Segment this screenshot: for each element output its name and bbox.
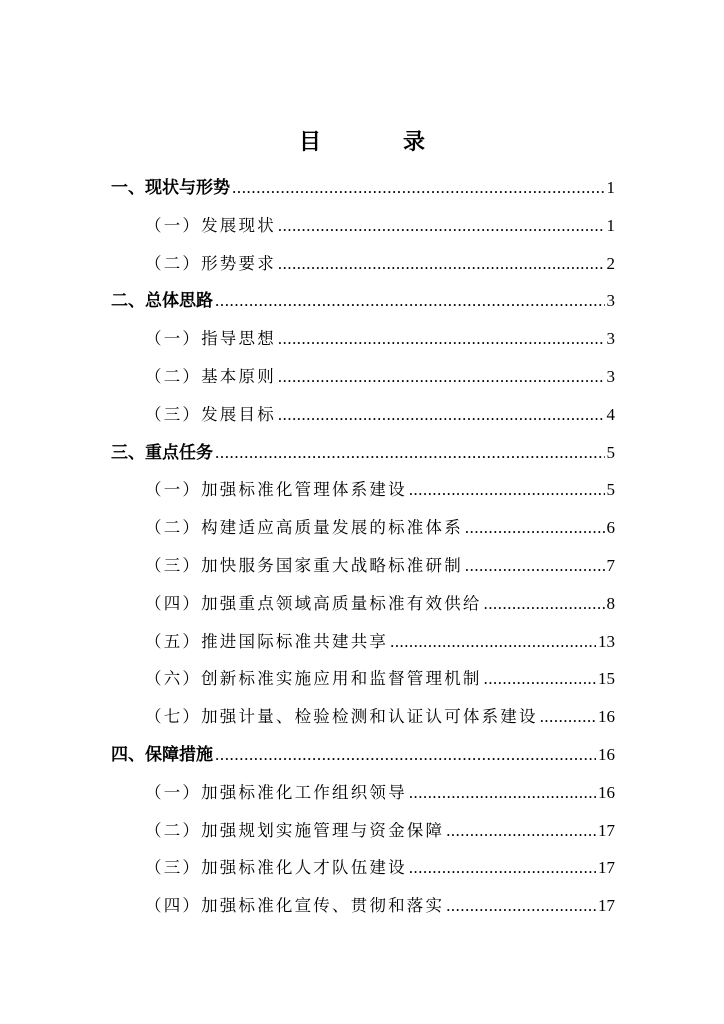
toc-entry-label: （七）加强计量、检验检测和认证认可体系建设 <box>145 707 538 727</box>
toc-page-number: 4 <box>606 404 615 424</box>
toc-subsection-entry[interactable] <box>145 475 615 505</box>
toc-page-number: 5 <box>606 442 615 462</box>
toc-dot-leader <box>446 891 596 921</box>
toc-entry-label: （二）构建适应高质量发展的标准体系 <box>145 518 463 538</box>
toc-entry-label: （二）形势要求 <box>145 253 276 273</box>
toc-entry-label: （一）发展现状 <box>145 215 276 235</box>
toc-dot-leader <box>446 816 596 846</box>
toc-dot-leader <box>390 627 596 657</box>
toc-subsection-entry[interactable] <box>145 513 615 543</box>
toc-subsection-entry[interactable] <box>145 664 615 694</box>
toc-dot-leader <box>232 173 605 203</box>
toc-page-number: 6 <box>606 518 615 538</box>
toc-subsection-entry[interactable] <box>145 211 615 241</box>
toc-page-number: 17 <box>598 896 615 916</box>
toc-dot-leader <box>465 513 605 543</box>
toc-dot-leader <box>215 438 605 468</box>
toc-section-entry[interactable] <box>111 740 615 770</box>
toc-entry-label: （一）加强标准化管理体系建设 <box>145 480 407 500</box>
toc-dot-leader <box>278 362 605 392</box>
toc-page-number: 2 <box>606 253 615 273</box>
toc-page-number: 17 <box>598 820 615 840</box>
toc-subsection-entry[interactable] <box>145 249 615 279</box>
toc-page-number: 16 <box>598 707 615 727</box>
toc-dot-leader <box>278 211 605 241</box>
toc-subsection-entry[interactable] <box>145 362 615 392</box>
toc-page-number: 3 <box>606 291 615 311</box>
toc-page-number: 1 <box>606 178 615 197</box>
toc-entry-label: （一）加强标准化工作组织领导 <box>145 782 407 802</box>
toc-page-number: 5 <box>606 480 615 500</box>
toc-dot-leader <box>278 400 605 430</box>
toc-dot-leader <box>409 778 596 808</box>
toc-entry-label: （三）发展目标 <box>145 404 276 424</box>
toc-entry-label: 四、保障措施 <box>111 745 213 765</box>
toc-subsection-entry[interactable] <box>145 627 615 657</box>
toc-subsection-entry[interactable] <box>145 400 615 430</box>
toc-subsection-entry[interactable] <box>145 551 615 581</box>
toc-page-number: 3 <box>606 329 615 349</box>
toc-dot-leader <box>409 853 596 883</box>
toc-page-number: 16 <box>598 745 615 764</box>
toc-dot-leader <box>409 475 605 505</box>
toc-entry-label: 二、总体思路 <box>111 291 213 312</box>
toc-entry-label: （五）推进国际标准共建共享 <box>145 631 389 651</box>
toc-dot-leader <box>278 324 605 354</box>
toc-entry-label: （四）加强标准化宣传、贯彻和落实 <box>145 896 445 916</box>
toc-entry-label: （二）加强规划实施管理与资金保障 <box>145 820 445 840</box>
toc-entry-label: （三）加强标准化人才队伍建设 <box>145 858 407 878</box>
toc-subsection-entry[interactable] <box>145 816 615 846</box>
toc-dot-leader <box>465 551 605 581</box>
toc-dot-leader <box>215 286 605 316</box>
toc-entry-label: 三、重点任务 <box>111 442 213 463</box>
toc-dot-leader <box>215 740 596 770</box>
toc-subsection-entry[interactable] <box>145 702 615 732</box>
toc-page-number: 3 <box>606 367 615 386</box>
toc-entry-label: 一、现状与形势 <box>111 178 230 198</box>
toc-page-number: 8 <box>606 593 615 613</box>
toc-subsection-entry[interactable] <box>145 324 615 354</box>
toc-dot-leader <box>484 664 596 694</box>
toc-page-number: 7 <box>606 556 615 575</box>
toc-section-entry[interactable] <box>111 438 615 468</box>
toc-entry-label: （二）基本原则 <box>145 367 276 386</box>
toc-page-number: 17 <box>598 858 615 878</box>
toc-section-entry[interactable] <box>111 173 615 203</box>
toc-dot-leader <box>540 702 596 732</box>
toc-entry-label: （四）加强重点领域高质量标准有效供给 <box>145 593 482 613</box>
toc-subsection-entry[interactable] <box>145 853 615 883</box>
toc-entry-label: （六）创新标准实施应用和监督管理机制 <box>145 669 482 689</box>
toc-subsection-entry[interactable] <box>145 778 615 808</box>
toc-section-entry[interactable] <box>111 286 615 316</box>
toc-page-number: 15 <box>598 669 615 689</box>
toc-page-number: 13 <box>598 631 615 651</box>
toc-entry-label: （三）加快服务国家重大战略标准研制 <box>145 556 463 575</box>
toc-subsection-entry[interactable] <box>145 589 615 619</box>
toc-page-number: 16 <box>598 782 615 802</box>
toc-dot-leader <box>484 589 605 619</box>
toc-entry-label: （一）指导思想 <box>145 329 276 349</box>
toc-title: 目 录 <box>298 130 455 155</box>
toc-dot-leader <box>278 249 605 279</box>
toc-page-number: 1 <box>606 215 615 235</box>
toc-subsection-entry[interactable] <box>145 891 615 921</box>
